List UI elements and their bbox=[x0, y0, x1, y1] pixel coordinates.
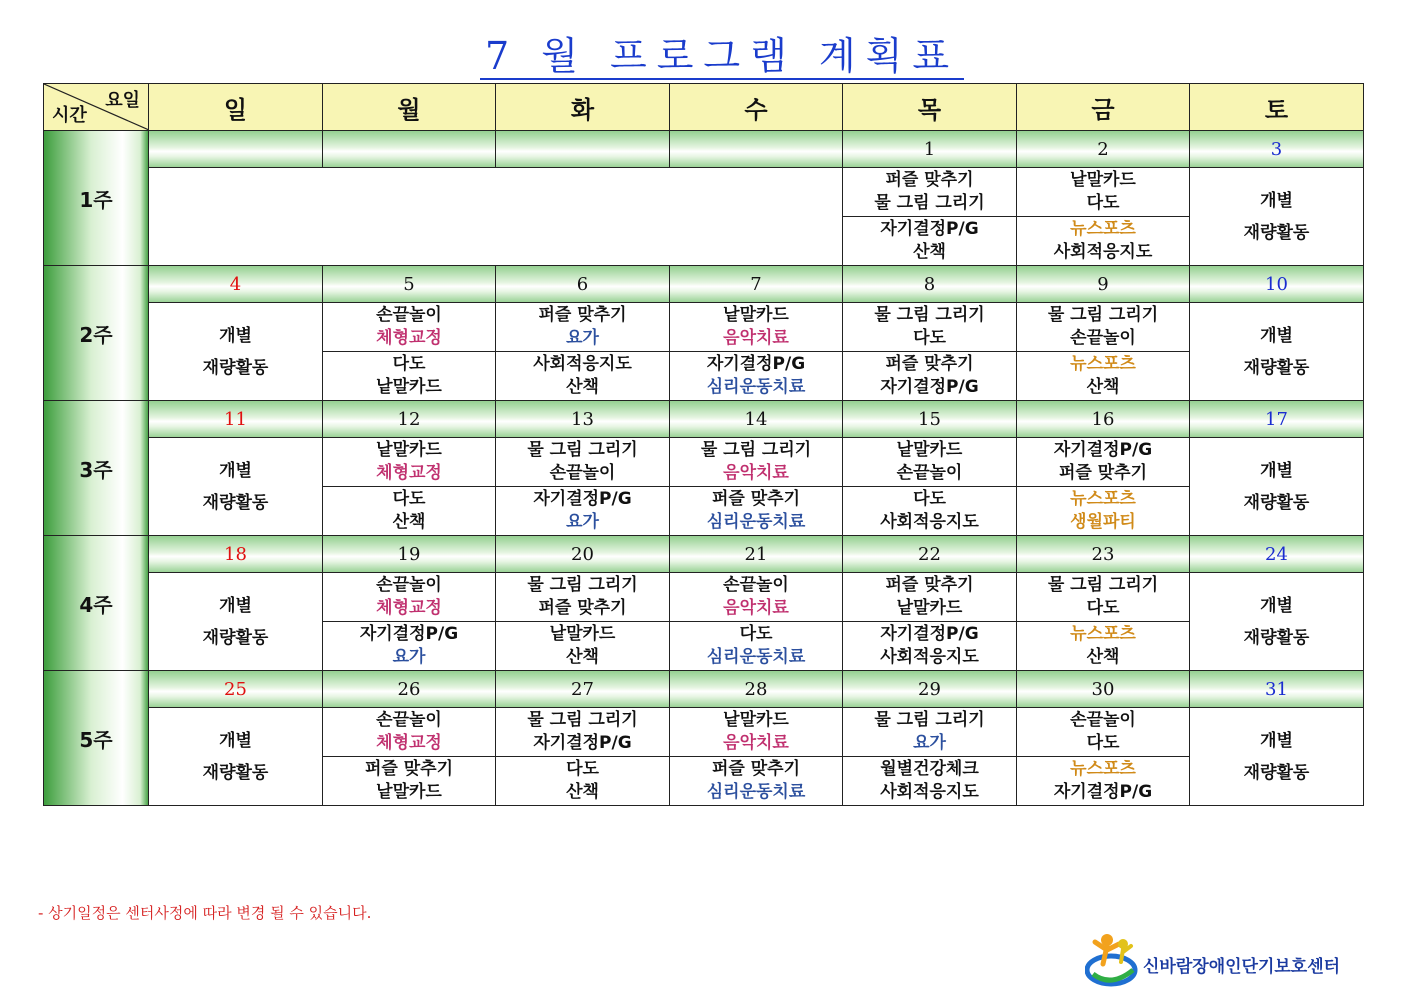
program-item: 낱말카드 bbox=[549, 624, 616, 644]
day-header-tue: 화 bbox=[496, 84, 670, 131]
week-label: 5주 bbox=[44, 671, 149, 806]
program-item: 체형교정 bbox=[376, 733, 442, 753]
program-item: 낱말카드 bbox=[376, 440, 442, 460]
program-cell bbox=[496, 622, 670, 671]
schedule-table bbox=[43, 83, 1364, 806]
program-item: 개별 bbox=[1260, 595, 1293, 616]
program-item: 재량활동 bbox=[202, 492, 269, 513]
day-header-fri: 금 bbox=[1017, 84, 1190, 131]
date-row bbox=[44, 131, 1364, 168]
program-cell bbox=[843, 438, 1017, 487]
date-wed: 7 bbox=[670, 266, 843, 303]
program-item: 사회적응지도 bbox=[880, 647, 979, 667]
sunday-cell bbox=[149, 438, 323, 536]
page-title: 7 월 프로그램 계획표 bbox=[480, 34, 964, 80]
program-cell bbox=[1017, 303, 1190, 352]
program-item: 손끝놀이 bbox=[896, 463, 963, 483]
program-cell bbox=[843, 168, 1017, 217]
saturday-cell bbox=[1190, 438, 1364, 536]
sunday-cell bbox=[149, 303, 323, 401]
program-item: 재량활동 bbox=[1243, 627, 1310, 648]
program-item: 개별 bbox=[219, 730, 252, 751]
program-cell bbox=[843, 303, 1017, 352]
saturday-cell bbox=[1190, 303, 1364, 401]
program-cell bbox=[843, 622, 1017, 671]
program-cell bbox=[670, 352, 843, 401]
program-item: 산책 bbox=[566, 782, 599, 802]
program-item: 손끝놀이 bbox=[1070, 328, 1136, 348]
program-item: 퍼즐 맞추기 bbox=[364, 759, 454, 779]
program-item: 자기결정P/G bbox=[359, 624, 459, 644]
day-header-sat: 토 bbox=[1190, 84, 1364, 131]
program-item: 심리운동치료 bbox=[706, 512, 806, 532]
program-cell bbox=[670, 622, 843, 671]
program-item: 자기결정P/G bbox=[1053, 440, 1153, 460]
center-logo bbox=[1085, 930, 1360, 992]
program-item: 재량활동 bbox=[1243, 762, 1310, 783]
program-cell bbox=[1017, 573, 1190, 622]
program-item: 다도 bbox=[392, 489, 426, 509]
program-item: 자기결정P/G bbox=[533, 489, 632, 509]
program-cell bbox=[496, 708, 670, 757]
program-cell bbox=[670, 303, 843, 352]
program-item: 개별 bbox=[219, 460, 252, 481]
sunday-cell bbox=[149, 708, 323, 806]
program-item: 심리운동치료 bbox=[706, 782, 806, 802]
program-item: 개별 bbox=[219, 325, 252, 346]
corner-time-label: 시간 bbox=[52, 105, 87, 126]
date-row bbox=[44, 536, 1364, 573]
program-item: 뉴스포츠 bbox=[1070, 759, 1136, 779]
program-item: 다도 bbox=[566, 759, 599, 779]
empty-cell bbox=[149, 168, 843, 266]
program-item: 물 그림 그리기 bbox=[527, 440, 638, 460]
week-label: 4주 bbox=[44, 536, 149, 671]
day-header-mon: 월 bbox=[323, 84, 496, 131]
program-item: 체형교정 bbox=[376, 328, 442, 348]
program-item: 체형교정 bbox=[376, 598, 442, 618]
program-cell bbox=[496, 757, 670, 806]
program-item: 다도 bbox=[1086, 598, 1120, 618]
program-item: 손끝놀이 bbox=[376, 305, 442, 325]
program-cell bbox=[843, 487, 1017, 536]
program-item: 음악치료 bbox=[723, 328, 789, 348]
program-row-am bbox=[44, 168, 1364, 217]
program-cell bbox=[1017, 622, 1190, 671]
date-thu: 15 bbox=[843, 401, 1017, 438]
program-item: 요가 bbox=[566, 512, 599, 532]
program-item: 퍼즐 맞추기 bbox=[538, 598, 627, 618]
program-item: 물 그림 그리기 bbox=[527, 575, 638, 595]
date-thu: 22 bbox=[843, 536, 1017, 573]
program-item: 퍼즐 맞추기 bbox=[538, 305, 627, 325]
footnote: - 상기일정은 센터사정에 따라 변경 될 수 있습니다. bbox=[38, 904, 372, 922]
program-item: 손끝놀이 bbox=[549, 463, 616, 483]
program-item: 사회적응지도 bbox=[880, 512, 979, 532]
date-row bbox=[44, 671, 1364, 708]
program-item: 물 그림 그리기 bbox=[874, 193, 985, 213]
program-item: 심리운동치료 bbox=[706, 647, 806, 667]
program-item: 개별 bbox=[1260, 730, 1293, 751]
program-item: 낱말카드 bbox=[376, 782, 442, 802]
program-item: 사회적응지도 bbox=[533, 354, 632, 374]
sunday-cell bbox=[149, 573, 323, 671]
program-item: 손끝놀이 bbox=[376, 710, 442, 730]
program-item: 퍼즐 맞추기 bbox=[885, 575, 974, 595]
program-cell bbox=[1017, 708, 1190, 757]
date-sat: 3 bbox=[1190, 131, 1364, 168]
program-item: 손끝놀이 bbox=[376, 575, 442, 595]
date-wed: 21 bbox=[670, 536, 843, 573]
program-item: 개별 bbox=[1260, 460, 1293, 481]
program-item: 개별 bbox=[1260, 190, 1293, 211]
date-row bbox=[44, 401, 1364, 438]
program-cell bbox=[670, 708, 843, 757]
program-item: 뉴스포츠 bbox=[1070, 219, 1136, 239]
program-item: 개별 bbox=[1260, 325, 1293, 346]
program-cell bbox=[1017, 438, 1190, 487]
program-item: 산책 bbox=[566, 377, 599, 397]
program-item: 물 그림 그리기 bbox=[1047, 575, 1159, 595]
program-item: 생월파티 bbox=[1070, 512, 1136, 532]
program-cell bbox=[323, 622, 496, 671]
date-sat: 24 bbox=[1190, 536, 1364, 573]
program-item: 다도 bbox=[1086, 733, 1120, 753]
date-tue: 6 bbox=[496, 266, 670, 303]
program-item: 자기결정P/G bbox=[706, 354, 806, 374]
date-mon: 26 bbox=[323, 671, 496, 708]
week-label: 3주 bbox=[44, 401, 149, 536]
date-thu: 1 bbox=[843, 131, 1017, 168]
program-item: 다도 bbox=[913, 489, 946, 509]
program-cell bbox=[670, 438, 843, 487]
program-item: 요가 bbox=[566, 328, 599, 348]
program-item: 월별건강체크 bbox=[880, 759, 979, 779]
date-fri: 16 bbox=[1017, 401, 1190, 438]
date-tue: 27 bbox=[496, 671, 670, 708]
program-item: 다도 bbox=[739, 624, 773, 644]
date-thu: 8 bbox=[843, 266, 1017, 303]
program-item: 산책 bbox=[913, 242, 946, 262]
program-cell bbox=[496, 487, 670, 536]
program-cell bbox=[1017, 168, 1190, 217]
date-fri: 23 bbox=[1017, 536, 1190, 573]
program-item: 다도 bbox=[392, 354, 426, 374]
program-cell bbox=[1017, 757, 1190, 806]
program-item: 재량활동 bbox=[202, 762, 269, 783]
date-tue: 13 bbox=[496, 401, 670, 438]
program-item: 음악치료 bbox=[723, 598, 789, 618]
program-item: 퍼즐 맞추기 bbox=[711, 759, 801, 779]
program-item: 자기결정P/G bbox=[880, 219, 979, 239]
program-item: 심리운동치료 bbox=[706, 377, 806, 397]
program-item: 음악치료 bbox=[723, 463, 789, 483]
date-wed bbox=[670, 131, 843, 168]
date-fri: 30 bbox=[1017, 671, 1190, 708]
program-item: 물 그림 그리기 bbox=[874, 305, 985, 325]
program-item: 자기결정P/G bbox=[880, 377, 979, 397]
program-item: 음악치료 bbox=[723, 733, 789, 753]
week-label: 2주 bbox=[44, 266, 149, 401]
program-cell bbox=[323, 303, 496, 352]
program-cell bbox=[323, 708, 496, 757]
program-item: 낱말카드 bbox=[723, 305, 789, 325]
corner-day-label: 요일 bbox=[105, 90, 140, 111]
date-tue bbox=[496, 131, 670, 168]
date-fri: 9 bbox=[1017, 266, 1190, 303]
program-item: 뉴스포츠 bbox=[1070, 624, 1136, 644]
date-sat: 17 bbox=[1190, 401, 1364, 438]
program-cell bbox=[323, 573, 496, 622]
program-item: 물 그림 그리기 bbox=[874, 710, 985, 730]
program-cell bbox=[323, 487, 496, 536]
program-item: 개별 bbox=[219, 595, 252, 616]
program-item: 재량활동 bbox=[1243, 222, 1310, 243]
date-wed: 28 bbox=[670, 671, 843, 708]
date-thu: 29 bbox=[843, 671, 1017, 708]
program-item: 자기결정P/G bbox=[1053, 782, 1153, 802]
program-item: 물 그림 그리기 bbox=[1047, 305, 1159, 325]
saturday-cell bbox=[1190, 168, 1364, 266]
program-item: 낱말카드 bbox=[896, 440, 963, 460]
program-item: 낱말카드 bbox=[723, 710, 789, 730]
day-header-thu: 목 bbox=[843, 84, 1017, 131]
program-item: 퍼즐 맞추기 bbox=[711, 489, 801, 509]
week-label: 1주 bbox=[44, 131, 149, 266]
program-row-am bbox=[44, 573, 1364, 622]
program-item: 산책 bbox=[392, 512, 426, 532]
date-sat: 31 bbox=[1190, 671, 1364, 708]
program-item: 요가 bbox=[392, 647, 426, 667]
program-item: 재량활동 bbox=[202, 627, 269, 648]
program-item: 재량활동 bbox=[1243, 357, 1310, 378]
date-fri: 2 bbox=[1017, 131, 1190, 168]
program-item: 낱말카드 bbox=[376, 377, 442, 397]
program-cell bbox=[670, 757, 843, 806]
program-cell bbox=[1017, 352, 1190, 401]
program-cell bbox=[843, 217, 1017, 266]
logo-text: 신바람장애인단기보호센터 bbox=[1143, 957, 1341, 977]
program-cell bbox=[496, 438, 670, 487]
program-cell bbox=[843, 573, 1017, 622]
date-sun: 11 bbox=[149, 401, 323, 438]
program-item: 뉴스포츠 bbox=[1070, 489, 1136, 509]
program-item: 체형교정 bbox=[376, 463, 442, 483]
program-row-am bbox=[44, 708, 1364, 757]
date-sun: 25 bbox=[149, 671, 323, 708]
date-tue: 20 bbox=[496, 536, 670, 573]
date-mon: 19 bbox=[323, 536, 496, 573]
program-cell bbox=[843, 352, 1017, 401]
logo-icon bbox=[1085, 930, 1145, 992]
program-cell bbox=[323, 352, 496, 401]
program-cell bbox=[670, 487, 843, 536]
program-cell bbox=[1017, 217, 1190, 266]
program-item: 뉴스포츠 bbox=[1070, 354, 1136, 374]
program-item: 퍼즐 맞추기 bbox=[885, 170, 974, 190]
program-item: 요가 bbox=[913, 733, 946, 753]
program-row-am bbox=[44, 303, 1364, 352]
saturday-cell bbox=[1190, 573, 1364, 671]
date-sun bbox=[149, 131, 323, 168]
program-cell bbox=[1017, 487, 1190, 536]
date-mon bbox=[323, 131, 496, 168]
program-item: 자기결정P/G bbox=[880, 624, 979, 644]
date-row bbox=[44, 266, 1364, 303]
program-cell bbox=[843, 708, 1017, 757]
program-cell bbox=[496, 352, 670, 401]
date-mon: 5 bbox=[323, 266, 496, 303]
program-item: 손끝놀이 bbox=[1070, 710, 1136, 730]
saturday-cell bbox=[1190, 708, 1364, 806]
program-item: 낱말카드 bbox=[896, 598, 963, 618]
program-item: 손끝놀이 bbox=[723, 575, 789, 595]
program-item: 재량활동 bbox=[202, 357, 269, 378]
program-row-am bbox=[44, 438, 1364, 487]
program-cell bbox=[323, 757, 496, 806]
program-item: 사회적응지도 bbox=[1053, 242, 1153, 262]
program-item: 퍼즐 맞추기 bbox=[1058, 463, 1148, 483]
corner-header bbox=[44, 84, 149, 131]
day-header-wed: 수 bbox=[670, 84, 843, 131]
date-sun: 18 bbox=[149, 536, 323, 573]
date-sat: 10 bbox=[1190, 266, 1364, 303]
program-item: 퍼즐 맞추기 bbox=[885, 354, 974, 374]
program-cell bbox=[843, 757, 1017, 806]
program-item: 산책 bbox=[566, 647, 599, 667]
program-cell bbox=[496, 573, 670, 622]
program-item: 사회적응지도 bbox=[880, 782, 979, 802]
date-mon: 12 bbox=[323, 401, 496, 438]
program-item: 자기결정P/G bbox=[533, 733, 632, 753]
program-cell bbox=[323, 438, 496, 487]
program-item: 산책 bbox=[1086, 377, 1120, 397]
day-header-sun: 일 bbox=[149, 84, 323, 131]
program-cell bbox=[496, 303, 670, 352]
program-item: 물 그림 그리기 bbox=[700, 440, 812, 460]
program-item: 물 그림 그리기 bbox=[527, 710, 638, 730]
date-sun: 4 bbox=[149, 266, 323, 303]
program-item: 재량활동 bbox=[1243, 492, 1310, 513]
program-item: 산책 bbox=[1086, 647, 1120, 667]
program-item: 낱말카드 bbox=[1070, 170, 1136, 190]
program-item: 다도 bbox=[1086, 193, 1120, 213]
program-cell bbox=[670, 573, 843, 622]
program-item: 다도 bbox=[913, 328, 946, 348]
date-wed: 14 bbox=[670, 401, 843, 438]
